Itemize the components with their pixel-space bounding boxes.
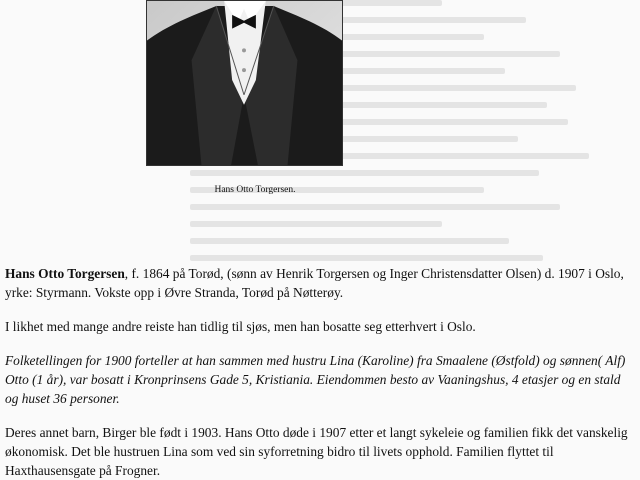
- portrait-photo: [146, 0, 343, 166]
- portrait-image: [147, 1, 342, 165]
- biography-text: , f. 1864 på Torød, (sønn av Henrik Torgersen og Inger Christensdatter Olsen) d. 1907 i Oslo, yrke: Styrmann. Vokste opp i Øvre Stranda, Torød på Nøtterøy.: [5, 266, 624, 300]
- photo-caption: Hans Otto Torgersen.: [214, 185, 296, 195]
- family-paragraph: Deres annet barn, Birger ble født i 1903. Hans Otto døde i 1907 etter et langt sykeleie og familien fikk det vanskelig økonomisk. Det ble hustruen Lina som ved sin syforretning bidro til livets opphold. Familien flyttet til Haxthausensgate på Frogner.: [5, 425, 628, 478]
- census-paragraph: Folketellingen for 1900 forteller at han sammen med hustru Lina (Karoline) fra Smaalene (Østfold) og sønnen( Alf) Otto (1 år), var bosatt i Kronprinsens Gade 5, Kristiania. Eiendommen besto av Vaaningshus, 4 etasjer og en stald og huset 36 personer.: [5, 353, 626, 406]
- career-paragraph: I likhet med mange andre reiste han tidlig til sjøs, men han bosatte seg etterhvert i Oslo.: [5, 319, 476, 334]
- person-name: Hans Otto Torgersen: [5, 266, 125, 281]
- biography-paragraph: [5, 264, 630, 302]
